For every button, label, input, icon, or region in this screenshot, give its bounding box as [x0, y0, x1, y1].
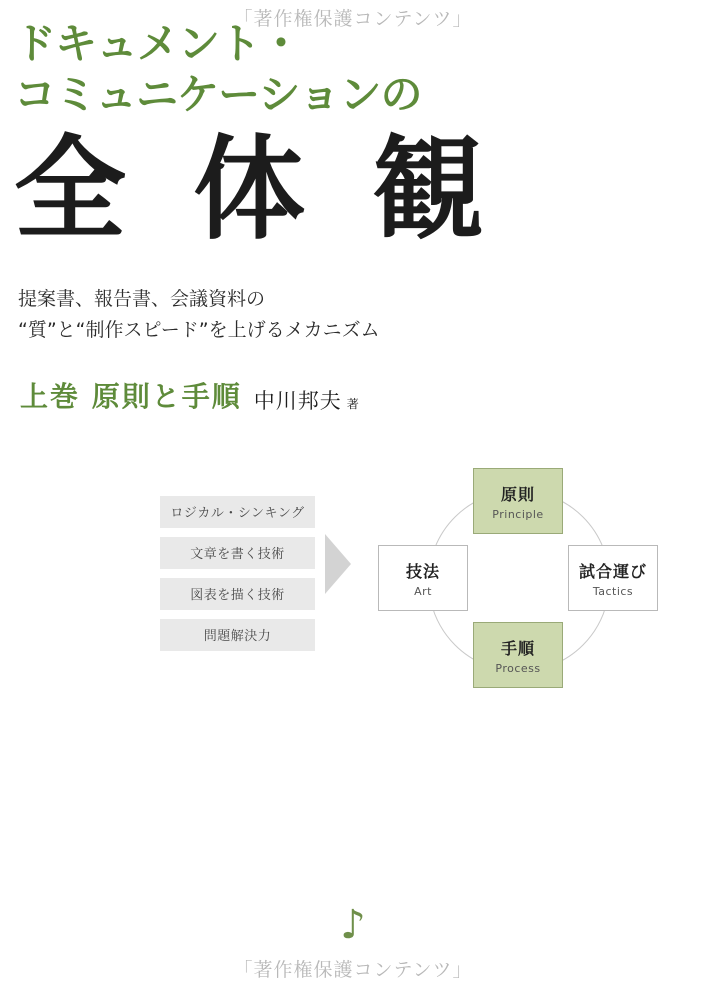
cover-tagline	[18, 284, 678, 347]
node-label-jp: 手順	[500, 638, 535, 658]
node-label-en: Process	[495, 661, 541, 675]
cover-author-name: 中川邦夫	[253, 389, 342, 413]
watermark-top: 「著作権保護コンテンツ」	[233, 8, 473, 30]
node-label-jp: 原則	[500, 484, 535, 504]
arrow-right-icon	[325, 534, 351, 594]
node-label-en: Tactics	[592, 584, 634, 598]
cover-tagline-line-1: 提案書、報告書、会議資料の	[18, 288, 266, 310]
list-item: 問題解決力	[160, 619, 315, 651]
diagram-node-principle	[473, 468, 563, 534]
publisher-logo: ♪	[340, 902, 366, 948]
cover-volume-author-row	[20, 375, 359, 415]
list-item: 図表を描く技術	[160, 578, 315, 610]
node-label-en: Principle	[492, 507, 544, 521]
diagram-input-list	[160, 496, 315, 660]
node-label-jp: 試合運び	[578, 561, 647, 581]
diagram-cycle	[360, 470, 690, 690]
node-label-en: Art	[414, 584, 432, 598]
node-label-jp: 技法	[405, 561, 440, 581]
cover-subtitle	[14, 18, 692, 120]
list-item: ロジカル・シンキング	[160, 496, 315, 528]
cover-author-suffix: 著	[346, 397, 359, 411]
diagram-node-tactics	[568, 545, 658, 611]
cover-subtitle-line-2: コミュニケーションの	[14, 70, 422, 120]
list-item: 文章を書く技術	[160, 537, 315, 569]
concept-diagram	[160, 470, 690, 690]
cover-volume-label: 上巻 原則と手順	[20, 380, 242, 413]
diagram-node-process	[473, 622, 563, 688]
cover-tagline-line-2: “質”と“制作スピード”を上げるメカニズム	[18, 319, 380, 342]
diagram-node-art	[378, 545, 468, 611]
cover-subtitle-line-1: ドキュメント・	[14, 19, 302, 68]
watermark-bottom: 「著作権保護コンテンツ」	[233, 959, 473, 981]
cover-title-block	[14, 18, 692, 256]
page-title: 全 体 観	[14, 124, 498, 256]
